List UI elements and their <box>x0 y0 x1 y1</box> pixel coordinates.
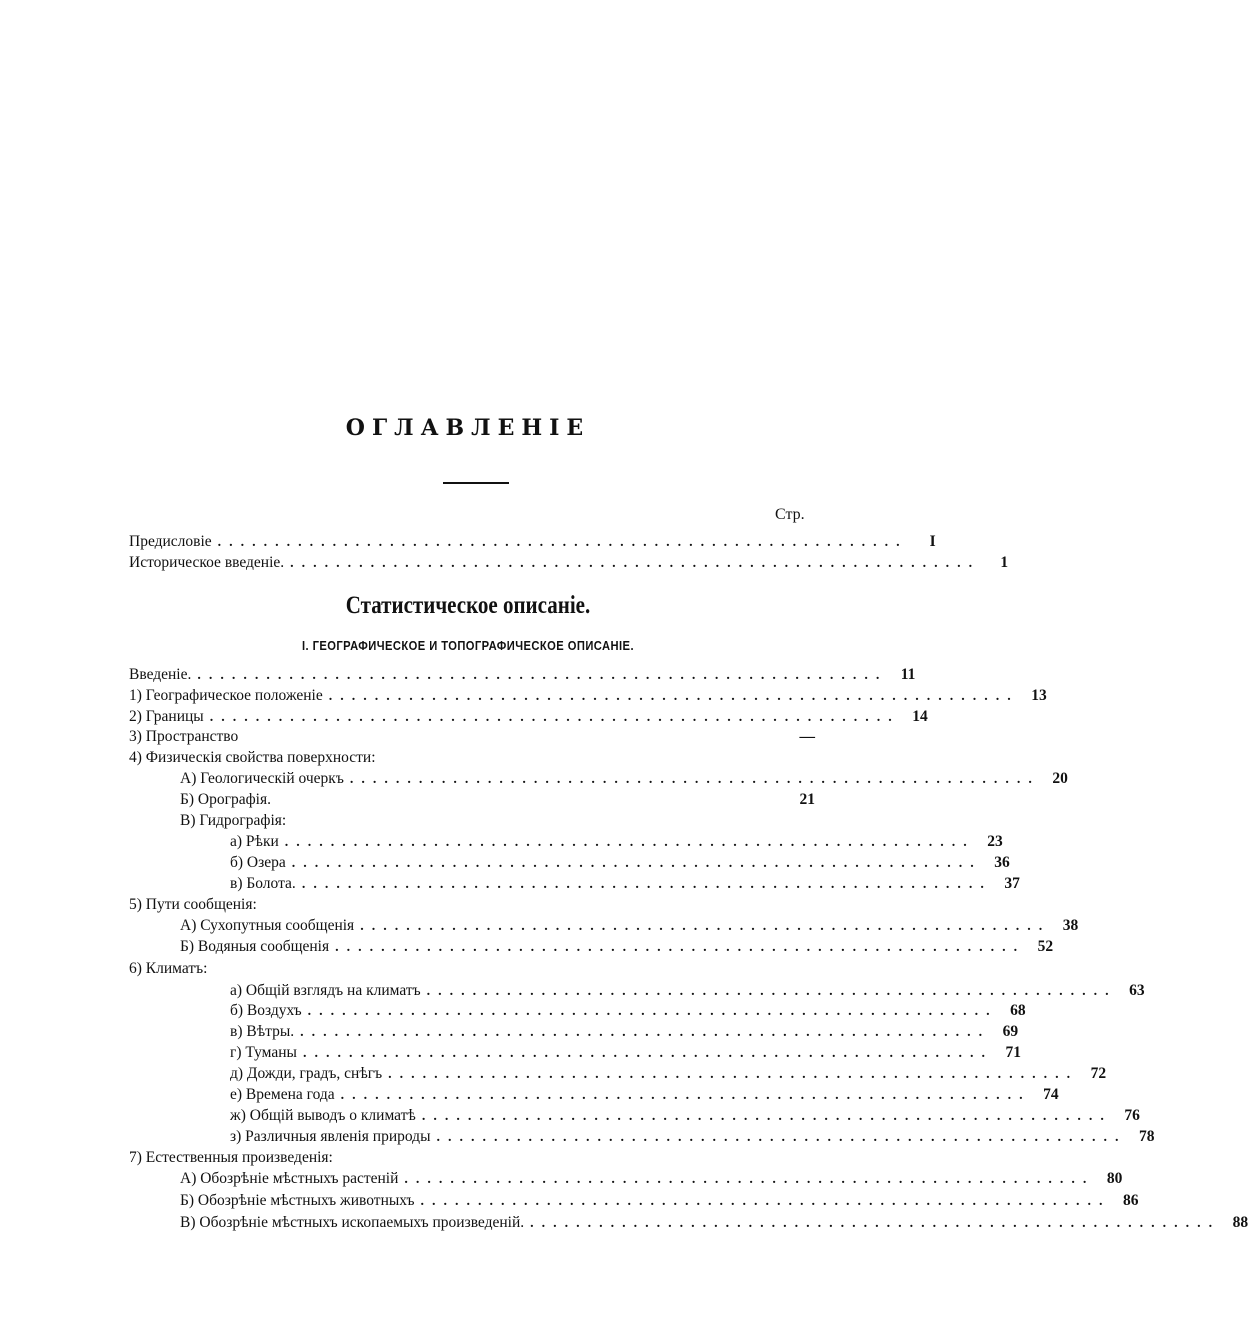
toc-entry-label: 1) Географическое положеніе <box>129 687 323 704</box>
toc-entry[interactable] <box>129 728 815 748</box>
toc-entry-page: 11 <box>900 666 916 683</box>
toc-entry-label: А) Геологическій очеркъ <box>180 770 344 787</box>
toc-entry-label: 7) Естественныя произведенія: <box>129 1149 333 1166</box>
toc-entry[interactable] <box>180 791 815 811</box>
dot-leader: ............................................................ <box>335 940 1026 955</box>
toc-entry-label: Б) Водяныя сообщенія <box>180 938 330 955</box>
toc-entry-page: 23 <box>987 833 1003 850</box>
dot-leader: ............................................................ <box>436 1130 1127 1145</box>
dot-leader: ............................................................ <box>284 835 975 850</box>
toc-entry-label: 4) Физическія свойства поверхности: <box>129 749 376 766</box>
dot-leader: ............................................................ <box>328 689 1019 704</box>
page-column-label: Стр. <box>775 506 805 523</box>
toc-entry-label: з) Различныя явленія природы <box>230 1128 431 1145</box>
toc-entry[interactable] <box>180 917 1079 937</box>
dot-leader: ............................................................ <box>217 535 908 550</box>
toc-entry-page: 78 <box>1138 1128 1155 1145</box>
dot-leader: ............................................................ <box>360 919 1051 934</box>
toc-entry-page: 1 <box>1000 554 1009 571</box>
toc-entry[interactable] <box>180 1214 1248 1234</box>
toc-entry-label: 5) Пути сообщенія: <box>129 896 257 913</box>
toc-entry[interactable] <box>129 708 928 728</box>
toc-entry-page: I <box>929 533 936 550</box>
dot-leader: ............................................................ <box>388 1067 1079 1082</box>
toc-entry-page: 20 <box>1052 770 1068 787</box>
toc-entry-label: Предисловіе <box>129 533 212 550</box>
page-title: ОГЛАВЛЕНІЕ <box>345 415 591 441</box>
dot-leader: ............................................................ <box>530 1216 1221 1231</box>
toc-entry[interactable] <box>180 938 1054 958</box>
toc-entry-label: е) Времена года <box>230 1086 335 1103</box>
dot-leader: ............................................................ <box>404 1172 1095 1187</box>
toc-entry-label: а) Рѣки <box>230 833 279 850</box>
toc-entry-label: В) Гидрографія: <box>180 812 287 829</box>
subsection-title: I. ГЕОГРАФИЧЕСКОЕ И ТОПОГРАФИЧЕСКОЕ ОПИСАНІЕ. <box>302 638 634 653</box>
toc-entry-page: 72 <box>1090 1065 1107 1082</box>
toc-entry-page: 74 <box>1043 1086 1059 1103</box>
toc-heading[interactable] <box>129 960 815 980</box>
toc-entry-preface[interactable] <box>129 533 936 553</box>
toc-entry-label: А) Сухопутныя сообщенія <box>180 917 355 934</box>
dot-leader: ............................................................ <box>290 556 981 571</box>
toc-entry-page: 52 <box>1037 938 1054 955</box>
toc-entry[interactable] <box>180 770 1068 790</box>
toc-entry-label: В) Обозрѣніе мѣстныхъ ископаемыхъ произведеній. <box>180 1214 525 1231</box>
toc-entry-historical-intro[interactable] <box>129 554 1009 574</box>
toc-entry-page: 38 <box>1062 917 1079 934</box>
toc-entry-label: А) Обозрѣніе мѣстныхъ растеній <box>180 1170 399 1187</box>
toc-entry-page: 76 <box>1124 1107 1140 1124</box>
toc-heading[interactable] <box>180 812 815 832</box>
toc-entry-label: Б) Обозрѣніе мѣстныхъ животныхъ <box>180 1192 415 1209</box>
toc-entry[interactable] <box>230 982 1145 1002</box>
dot-leader: ............................................................ <box>301 877 992 892</box>
toc-entry[interactable] <box>129 687 1047 707</box>
toc-entry-label: 2) Границы <box>129 708 204 725</box>
dot-leader: ............................................................ <box>197 668 888 683</box>
toc-entry[interactable] <box>230 1002 1026 1022</box>
toc-entry[interactable] <box>180 1192 1139 1212</box>
toc-entry-page: 13 <box>1031 687 1047 704</box>
toc-entry-page: 80 <box>1106 1170 1123 1187</box>
toc-entry[interactable] <box>230 1065 1107 1085</box>
toc-entry-page: 71 <box>1005 1044 1021 1061</box>
dot-leader: ............................................................ <box>421 1109 1112 1124</box>
toc-entry[interactable] <box>180 1170 1123 1190</box>
toc-entry-label: Историческое введеніе. <box>129 554 285 571</box>
toc-entry-label: 3) Пространство <box>129 728 239 745</box>
toc-entry-label: 6) Климатъ: <box>129 960 208 977</box>
toc-heading[interactable] <box>129 896 815 916</box>
section-title: Статистическое описаніе. <box>345 592 591 619</box>
toc-entry-label: Введеніе. <box>129 666 192 683</box>
toc-entry-page: 63 <box>1129 982 1145 999</box>
toc-entry-page: 37 <box>1004 875 1020 892</box>
toc-entry-page: 88 <box>1232 1214 1248 1231</box>
toc-entry[interactable] <box>129 666 916 686</box>
toc-entry[interactable] <box>230 1128 1155 1148</box>
toc-entry-label: б) Воздухъ <box>230 1002 302 1019</box>
toc-entry-page: 14 <box>912 708 928 725</box>
toc-entry[interactable] <box>230 1023 1019 1043</box>
toc-entry-label: а) Общій взглядъ на климатъ <box>230 982 421 999</box>
toc-heading[interactable] <box>129 749 815 769</box>
dot-leader: ............................................................ <box>426 984 1117 999</box>
dot-leader: ............................................................ <box>420 1194 1111 1209</box>
dot-leader: ............................................................ <box>291 856 982 871</box>
dot-leader: ............................................................ <box>340 1088 1031 1103</box>
toc-entry-page: 86 <box>1122 1192 1139 1209</box>
toc-entry[interactable] <box>230 854 1010 874</box>
toc-entry-label: ж) Общій выводъ о климатѣ <box>230 1107 416 1124</box>
dot-leader: ............................................................ <box>300 1025 991 1040</box>
toc-heading[interactable] <box>129 1149 815 1169</box>
toc-entry-page: 36 <box>994 854 1010 871</box>
toc-entry-label: б) Озера <box>230 854 286 871</box>
toc-entry-page: 21 <box>799 791 815 808</box>
toc-entry-label: г) Туманы <box>230 1044 297 1061</box>
dot-leader: ............................................................ <box>349 772 1040 787</box>
toc-entry-page: 68 <box>1010 1002 1026 1019</box>
toc-entry-page: 69 <box>1002 1023 1019 1040</box>
toc-entry[interactable] <box>230 875 1020 895</box>
dot-leader: ............................................................ <box>302 1046 993 1061</box>
toc-entry[interactable] <box>230 1086 1059 1106</box>
dot-leader: ............................................................ <box>307 1004 998 1019</box>
toc-entry[interactable] <box>230 1107 1140 1127</box>
toc-entry-page: — <box>799 728 815 745</box>
toc-entry-label: д) Дожди, градъ, снѣгъ <box>230 1065 383 1082</box>
dot-leader: ............................................................ <box>209 710 900 725</box>
toc-entry[interactable] <box>230 1044 1021 1064</box>
toc-entry-label: в) Вѣтры. <box>230 1023 295 1040</box>
toc-entry[interactable] <box>230 833 1003 853</box>
toc-entry-label: Б) Орографія. <box>180 791 271 808</box>
toc-entry-label: в) Болота. <box>230 875 296 892</box>
